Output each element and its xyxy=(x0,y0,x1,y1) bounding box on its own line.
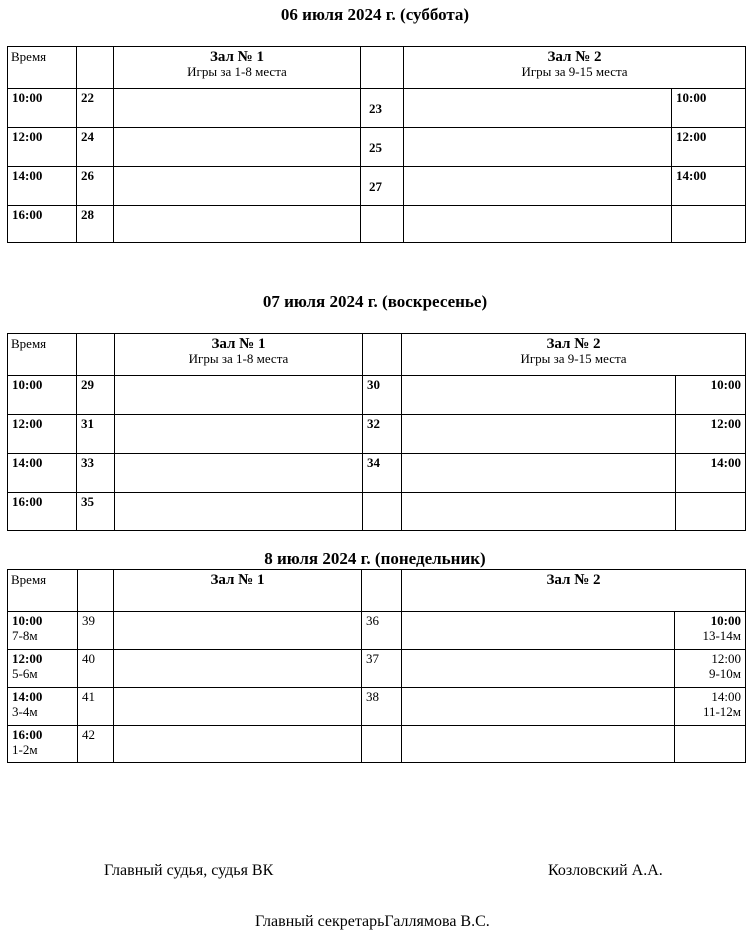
match-cell xyxy=(402,688,675,726)
table-row xyxy=(8,415,746,454)
match-cell xyxy=(115,376,363,415)
time-header: Время xyxy=(8,47,77,89)
game-number: 32 xyxy=(363,415,402,454)
time-value: 12:00 xyxy=(12,651,43,666)
hall1-header xyxy=(114,570,362,612)
match-cell xyxy=(114,89,361,128)
chief-judge-name: Козловский А.А. xyxy=(548,862,663,879)
hall2-header xyxy=(402,334,746,376)
game-number: 34 xyxy=(363,454,402,493)
place-label: 1-2м xyxy=(12,742,38,757)
game-number: 40 xyxy=(78,650,114,688)
hall2-subtitle: Игры за 9-15 места xyxy=(520,351,627,366)
time-cell xyxy=(675,612,746,650)
hall1-subtitle: Игры за 1-8 места xyxy=(188,351,289,366)
time-cell: 12:00 xyxy=(8,128,77,167)
time-cell xyxy=(672,206,746,243)
game-number xyxy=(363,493,402,531)
place-label: 11-12м xyxy=(702,704,742,719)
match-cell xyxy=(114,650,362,688)
place-label: 3-4м xyxy=(12,704,38,719)
day1-schedule-table xyxy=(7,46,746,243)
day2-title: 07 июля 2024 г. (воскресенье) xyxy=(262,292,488,311)
match-cell xyxy=(115,415,363,454)
time-cell xyxy=(8,688,78,726)
match-cell xyxy=(114,612,362,650)
game-number: 42 xyxy=(78,726,114,763)
match-cell xyxy=(114,726,362,763)
hall2-name: Зал № 2 xyxy=(546,572,601,588)
match-cell xyxy=(402,612,675,650)
match-cell xyxy=(402,376,676,415)
match-cell xyxy=(114,167,361,206)
time-value: 10:00 xyxy=(12,613,43,628)
time-value: 14:00 xyxy=(711,689,742,704)
time-cell xyxy=(675,650,746,688)
match-cell xyxy=(404,128,672,167)
hall2-header xyxy=(404,47,746,89)
table-row xyxy=(8,206,746,243)
game-number: 38 xyxy=(362,688,402,726)
hall1-subtitle: Игры за 1-8 места xyxy=(187,64,287,79)
game-number: 27 xyxy=(361,167,404,206)
time-cell: 10:00 xyxy=(676,376,746,415)
time-cell: 12:00 xyxy=(676,415,746,454)
time-cell: 14:00 xyxy=(8,167,77,206)
game-number: 30 xyxy=(363,376,402,415)
match-cell xyxy=(402,454,676,493)
game-number: 24 xyxy=(77,128,114,167)
game-number: 31 xyxy=(77,415,115,454)
hall2-name: Зал № 2 xyxy=(546,336,601,352)
match-cell xyxy=(404,89,672,128)
table-row xyxy=(8,376,746,415)
game-number: 26 xyxy=(77,167,114,206)
time-cell xyxy=(8,650,78,688)
place-label: 7-8м xyxy=(12,628,38,643)
match-cell xyxy=(402,726,675,763)
table-row xyxy=(8,612,746,650)
time-cell: 14:00 xyxy=(672,167,746,206)
hall2-subtitle: Игры за 9-15 места xyxy=(521,64,628,79)
match-cell xyxy=(402,493,676,531)
time-cell: 14:00 xyxy=(8,454,77,493)
day3-title: 8 июля 2024 г. (понедельник) xyxy=(264,549,486,568)
hall1-header xyxy=(114,47,361,89)
day3-schedule-table xyxy=(7,569,746,763)
table-header-row xyxy=(8,47,746,89)
chief-judge-label: Главный судья, судья ВК xyxy=(104,862,274,879)
hall1-header xyxy=(115,334,363,376)
time-cell: 10:00 xyxy=(672,89,746,128)
chief-secretary: Главный секретарьГаллямова В.С. xyxy=(255,913,490,930)
match-cell xyxy=(404,206,672,243)
table-row xyxy=(8,128,746,167)
place-label: 13-14м xyxy=(702,628,742,643)
time-cell: 10:00 xyxy=(8,376,77,415)
place-label: 9-10м xyxy=(708,666,742,681)
table-row xyxy=(8,688,746,726)
time-cell: 16:00 xyxy=(8,206,77,243)
time-cell: 16:00 xyxy=(8,493,77,531)
match-cell xyxy=(404,167,672,206)
match-cell xyxy=(114,688,362,726)
game-number: 23 xyxy=(361,89,404,128)
table-row xyxy=(8,167,746,206)
game-number: 41 xyxy=(78,688,114,726)
time-cell xyxy=(8,726,78,763)
table-row xyxy=(8,493,746,531)
table-row xyxy=(8,726,746,763)
time-cell xyxy=(8,612,78,650)
hall2-header xyxy=(402,570,746,612)
time-cell: 14:00 xyxy=(676,454,746,493)
match-cell xyxy=(114,128,361,167)
game-number: 36 xyxy=(362,612,402,650)
time-header: Время xyxy=(8,570,78,612)
hall1-name: Зал № 1 xyxy=(209,49,265,65)
game-number: 29 xyxy=(77,376,115,415)
time-cell xyxy=(675,726,746,763)
game-number: 35 xyxy=(77,493,115,531)
table-header-row xyxy=(8,334,746,376)
time-cell: 10:00 xyxy=(8,89,77,128)
match-cell xyxy=(115,454,363,493)
time-value: 10:00 xyxy=(710,613,742,628)
time-value: 14:00 xyxy=(12,689,43,704)
day1-title: 06 июля 2024 г. (суббота) xyxy=(280,5,470,24)
hall2-name: Зал № 2 xyxy=(547,49,602,65)
time-header: Время xyxy=(8,334,77,376)
table-row xyxy=(8,454,746,493)
hall1-name: Зал № 1 xyxy=(211,336,266,352)
place-label: 5-6м xyxy=(12,666,38,681)
game-number xyxy=(362,726,402,763)
table-row xyxy=(8,89,746,128)
time-cell xyxy=(675,688,746,726)
time-value: 12:00 xyxy=(711,651,742,666)
hall1-name: Зал № 1 xyxy=(210,572,265,588)
game-number: 37 xyxy=(362,650,402,688)
day2-schedule-table xyxy=(7,333,746,531)
time-value: 16:00 xyxy=(12,727,43,742)
time-cell: 12:00 xyxy=(8,415,77,454)
game-number: 25 xyxy=(361,128,404,167)
match-cell xyxy=(115,493,363,531)
game-number: 39 xyxy=(78,612,114,650)
time-cell xyxy=(676,493,746,531)
table-row xyxy=(8,650,746,688)
table-header-row xyxy=(8,570,746,612)
time-cell: 12:00 xyxy=(672,128,746,167)
game-number: 28 xyxy=(77,206,114,243)
match-cell xyxy=(114,206,361,243)
match-cell xyxy=(402,415,676,454)
match-cell xyxy=(402,650,675,688)
game-number: 22 xyxy=(77,89,114,128)
game-number: 33 xyxy=(77,454,115,493)
